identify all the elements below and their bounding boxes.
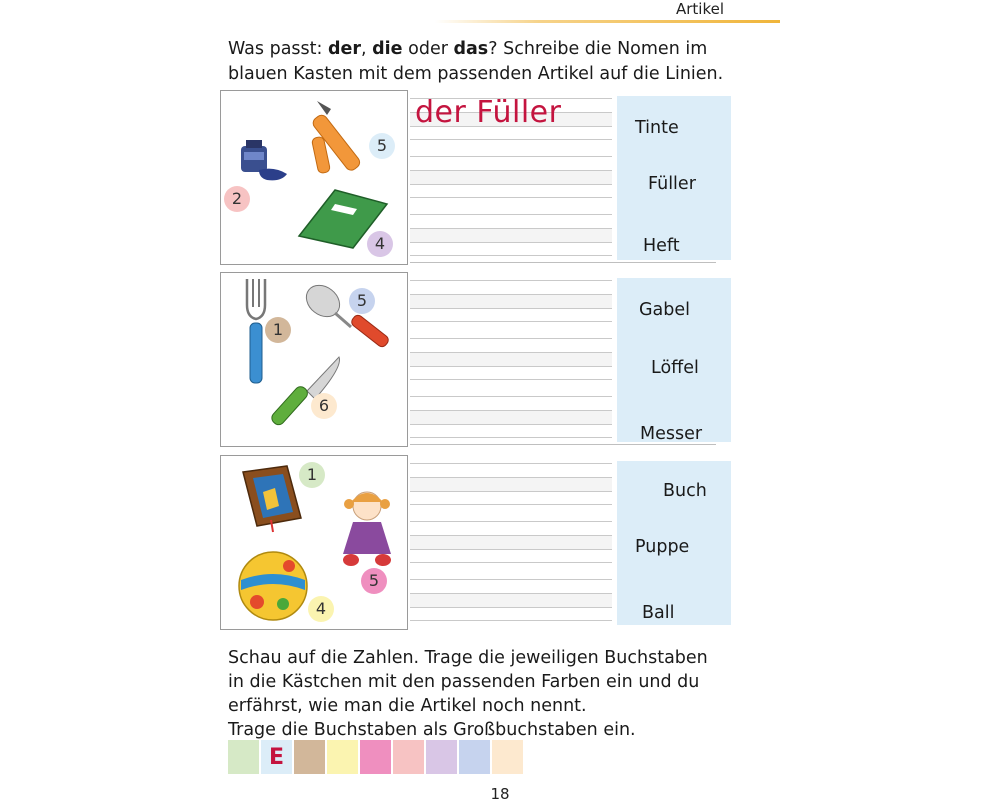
letter-box[interactable]: [393, 740, 424, 774]
exercise-row-cutlery: [220, 272, 735, 447]
noun-word: Tinte: [635, 118, 679, 138]
row-baseline: [410, 262, 716, 263]
writing-line[interactable]: [410, 396, 612, 438]
second-task-instruction: [228, 646, 748, 742]
writing-line[interactable]: [410, 463, 612, 505]
instruction-line: Schau auf die Zahlen. Trage die jeweiligen Buchstaben: [228, 648, 708, 668]
number-badge: 4: [308, 596, 334, 622]
letter-box[interactable]: [294, 740, 325, 774]
instruction-text: ,: [361, 39, 373, 59]
instruction-line: Trage die Buchstaben als Großbuchstaben ein.: [228, 720, 636, 740]
exercise-row-toys: [220, 455, 735, 630]
noun-word: Füller: [648, 174, 696, 194]
number-badge: 2: [224, 186, 250, 212]
letter-box[interactable]: [228, 740, 259, 774]
noun-word: Ball: [642, 603, 675, 623]
example-answer: der Füller: [415, 95, 562, 130]
writing-line[interactable]: [410, 338, 612, 380]
letter-box[interactable]: E: [261, 740, 292, 774]
writing-line[interactable]: [410, 521, 612, 563]
task-instruction: [228, 37, 788, 87]
picture-box: [220, 455, 408, 630]
word-box: [617, 278, 731, 442]
writing-line[interactable]: [410, 579, 612, 621]
instruction-text: oder: [402, 39, 454, 59]
letter-box[interactable]: [492, 740, 523, 774]
number-badge: 6: [311, 393, 337, 419]
word-box: [617, 96, 731, 260]
number-badge: 1: [265, 317, 291, 343]
ball-icon: [237, 550, 309, 622]
letter-box[interactable]: [360, 740, 391, 774]
letter-boxes: [228, 740, 528, 774]
letter-box[interactable]: [327, 740, 358, 774]
noun-word: Heft: [643, 236, 680, 256]
article-die: die: [372, 39, 403, 59]
article-das: das: [453, 39, 489, 59]
noun-word: Buch: [663, 481, 707, 501]
number-badge: 5: [361, 568, 387, 594]
article-der: der: [327, 39, 362, 59]
writing-lines: [410, 278, 612, 438]
writing-lines: [410, 461, 612, 621]
doll-icon: [331, 486, 403, 576]
row-baseline: [410, 444, 716, 445]
number-badge: 4: [367, 231, 393, 257]
exercise-row-writing-tools: [220, 90, 735, 265]
number-badge: 5: [349, 288, 375, 314]
word-box: [617, 461, 731, 625]
book-icon: [239, 462, 305, 534]
ink-bottle-icon: [229, 136, 291, 186]
letter-box[interactable]: [426, 740, 457, 774]
instruction-text: blauen Kasten mit dem passenden Artikel auf die Linien.: [228, 64, 724, 84]
knife-icon: [263, 351, 345, 437]
noun-word: Gabel: [639, 300, 691, 320]
letter-box[interactable]: [459, 740, 490, 774]
writing-line[interactable]: [410, 280, 612, 322]
noun-word: Löffel: [651, 358, 699, 378]
writing-line[interactable]: [410, 156, 612, 198]
noun-word: Puppe: [635, 537, 690, 557]
page-number: 18: [490, 785, 510, 803]
instruction-line: in die Kästchen mit den passenden Farben ein und du: [228, 672, 700, 692]
number-badge: 5: [369, 133, 395, 159]
instruction-text: Was passt:: [228, 39, 328, 59]
writing-line[interactable]: [410, 214, 612, 256]
header-rule: [435, 20, 780, 23]
instruction-line: erfährst, wie man die Artikel noch nennt.: [228, 696, 587, 716]
section-title: Artikel: [675, 0, 724, 18]
number-badge: 1: [299, 462, 325, 488]
instruction-text: ? Schreibe die Nomen im: [488, 39, 708, 59]
picture-box: [220, 272, 408, 447]
noun-word: Messer: [640, 424, 703, 444]
picture-box: [220, 90, 408, 265]
